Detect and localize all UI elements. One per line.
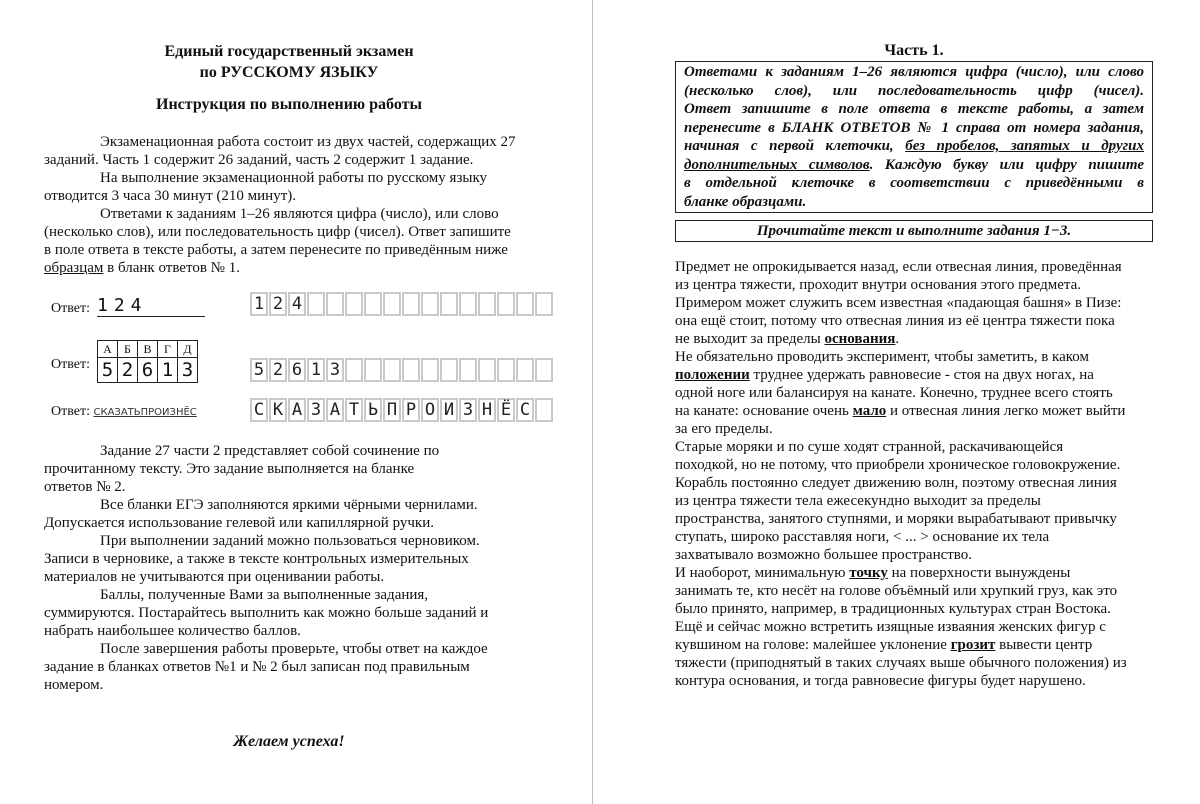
answer-cell: П bbox=[383, 398, 401, 422]
written-answer-3: СКАЗАТЬПРОИЗНЁС bbox=[93, 407, 197, 418]
answer-cell bbox=[497, 292, 515, 316]
answer-cell bbox=[459, 292, 477, 316]
answer-cell: З bbox=[307, 398, 325, 422]
answer-cell: 5 bbox=[250, 358, 268, 382]
answer-cell: 4 bbox=[288, 292, 306, 316]
answer-cell bbox=[459, 358, 477, 382]
answer-cell: С bbox=[516, 398, 534, 422]
answer-cell bbox=[307, 292, 325, 316]
answer-cell bbox=[402, 292, 420, 316]
closing-wish: Желаем успеха! bbox=[233, 733, 345, 750]
answer-form-row-1 bbox=[250, 292, 554, 316]
table-value-cell: 2 bbox=[118, 358, 138, 383]
answer-cell bbox=[535, 398, 553, 422]
answer-cell bbox=[383, 358, 401, 382]
answer-cell bbox=[440, 358, 458, 382]
table-value-cell: 1 bbox=[158, 358, 178, 383]
table-header-cell: Д bbox=[178, 341, 198, 358]
answer-cell bbox=[440, 292, 458, 316]
answer-cell: 6 bbox=[288, 358, 306, 382]
exam-title: Единый государственный экзамен по РУССКОМУ ЯЗЫКУ bbox=[164, 43, 414, 81]
answer-cell bbox=[326, 292, 344, 316]
letter-digit-table bbox=[97, 340, 198, 383]
answer-cell bbox=[364, 358, 382, 382]
answer-cell: И bbox=[440, 398, 458, 422]
keyword-osnovaniya: основания bbox=[824, 331, 896, 347]
answer-cell bbox=[535, 358, 553, 382]
instruction-box: Ответами к заданиям 1–26 являются цифра (число), или слово (несколько слов), или последовательность цифр (чисел). Ответ запишите в поле ответа в тексте работы, а затем перенесите в БЛАНК ОТВЕТОВ № 1 справа от номера задания, начиная с первой клеточки, без пробелов, запятых и других дополнительных символов. Каждую букву или цифру пишите в отдельной клеточке в соответствии с приведёнными в бланке образцами. bbox=[675, 61, 1153, 213]
answer-cell bbox=[345, 292, 363, 316]
answer-form-row-2 bbox=[250, 358, 554, 382]
table-header-cell: Б bbox=[118, 341, 138, 358]
answer-cell bbox=[421, 358, 439, 382]
answer-cell: 3 bbox=[326, 358, 344, 382]
table-value-cell: 3 bbox=[178, 358, 198, 383]
reading-text: Предмет не опрокидывается назад, если отвесная линия, проведённая из центра тяжести, проходит внутри основания этого предмета. Примером может служить всем известная «падающая башня» в Пизе: она ещё стоит, потому что отвесная линия из её центра тяжести пока не выходит за пределы основания. Не обязательно проводить эксперимент, чтобы заметить, в каком положении труднее удержать равновесие - стоя на двух ногах, на одной ноге или балансируя на канате. Конечно, труднее всего стоять на канате: основание очень мало и отвесная линия легко может выйти за его пределы. Старые моряки и по суше ходят странной, раскачивающейся походкой, но не потому, что приобрели хроническое головокружение. Корабль постоянно следует движению волн, поэтому отвесная линия из центра тяжести тела ежесекундно выходит за пределы пространства, занятого ступнями, и моряки вырабатывают привычку ступать, широко расставляя ноги, < ... > основание их тела захватывало возможно большее пространство. И наоборот, минимальную точку на поверхности вынуждены занимать те, кто несёт на голове объёмный или хрупкий груз, как это было принято, например, в традиционных культурах стран Востока. Ещё и сейчас можно встретить изящные изваяния женских фигур с кувшином на голове: малейшее уклонение грозит вывести центр тяжести (приподнятый в таких случаях выше обычного положения) из контура основания, и тогда равновесие фигуры будет нарушено. bbox=[675, 259, 1127, 689]
table-header-cell: Г bbox=[158, 341, 178, 358]
keyword-tochku: точку bbox=[849, 565, 888, 581]
paragraph-2: Задание 27 части 2 представляет собой сочинение по прочитанному тексту. Это задание выполняется на бланке ответов № 2. Все бланки ЕГЭ заполняются яркими чёрными чернилами. Допускается использование гелевой или капиллярной ручки. При выполнении заданий можно пользоваться черновиком. Записи в черновике, а также в тексте контрольных измерительных материалов не учитываются при оценивании работы. Баллы, полученные Вами за выполненные задания, суммируются. Постарайтесь выполнить как можно больше заданий и набрать наибольшее количество баллов. После завершения работы проверьте, чтобы ответ на каждое задание в бланках ответов №1 и № 2 был записан под правильным номером. bbox=[44, 443, 489, 693]
answer-label-1: Ответ: bbox=[51, 301, 90, 316]
answer-cell bbox=[383, 292, 401, 316]
table-value-cell: 5 bbox=[98, 358, 118, 383]
keyword-polozhenii: положении bbox=[675, 367, 750, 383]
answer-cell bbox=[516, 292, 534, 316]
answer-cell: А bbox=[326, 398, 344, 422]
answer-cell bbox=[364, 292, 382, 316]
table-header-cell: А bbox=[98, 341, 118, 358]
answer-cell: О bbox=[421, 398, 439, 422]
table-value-cell: 6 bbox=[138, 358, 158, 383]
paragraph-1: Экзаменационная работа состоит из двух частей, содержащих 27 заданий. Часть 1 содержит 26 заданий, часть 2 содержит 1 задание. На выполнение экзаменационной работы по русскому языку отводится 3 часа 30 минут (210 минут). Ответами к заданиям 1–26 являются цифра (число), или слово (несколько слов), или последовательность цифр (чисел). Ответ запишите в поле ответа в тексте работы, а затем перенесите по приведённым ниже образцам в бланк ответов № 1. bbox=[44, 134, 516, 276]
answer-cell: 1 bbox=[307, 358, 325, 382]
answer-cell bbox=[402, 358, 420, 382]
answer-cell bbox=[516, 358, 534, 382]
answer-label-2: Ответ: bbox=[51, 357, 90, 372]
answer-cell: С bbox=[250, 398, 268, 422]
answer-cell: Р bbox=[402, 398, 420, 422]
answer-cell bbox=[478, 358, 496, 382]
right-page bbox=[675, 0, 1153, 804]
task-instruction-box: Прочитайте текст и выполните задания 1−3. bbox=[675, 220, 1153, 242]
table-header-cell: В bbox=[138, 341, 158, 358]
answer-form-row-3 bbox=[250, 398, 554, 422]
answer-cell bbox=[497, 358, 515, 382]
answer-cell bbox=[478, 292, 496, 316]
answer-cell: З bbox=[459, 398, 477, 422]
page-divider bbox=[592, 0, 593, 804]
left-page bbox=[44, 0, 534, 804]
answer-cell bbox=[345, 358, 363, 382]
keyword-grozit: грозит bbox=[950, 637, 996, 653]
answer-cell: А bbox=[288, 398, 306, 422]
answer-cell: Т bbox=[345, 398, 363, 422]
answer-cell: К bbox=[269, 398, 287, 422]
samples-link: образцам bbox=[44, 260, 104, 276]
instruction-title: Инструкция по выполнению работы bbox=[156, 96, 422, 113]
answer-label-3: Ответ: СКАЗАТЬПРОИЗНЁС bbox=[51, 404, 197, 419]
part-title: Часть 1. bbox=[884, 42, 944, 59]
answer-cell: 1 bbox=[250, 292, 268, 316]
answer-cell: 2 bbox=[269, 358, 287, 382]
answer-cell: Ё bbox=[497, 398, 515, 422]
answer-cell: 2 bbox=[269, 292, 287, 316]
keyword-malo: мало bbox=[852, 403, 887, 419]
answer-cell bbox=[421, 292, 439, 316]
answer-cell: Ь bbox=[364, 398, 382, 422]
written-answer-1: 124 bbox=[97, 295, 205, 317]
answer-cell bbox=[535, 292, 553, 316]
answer-cell: Н bbox=[478, 398, 496, 422]
